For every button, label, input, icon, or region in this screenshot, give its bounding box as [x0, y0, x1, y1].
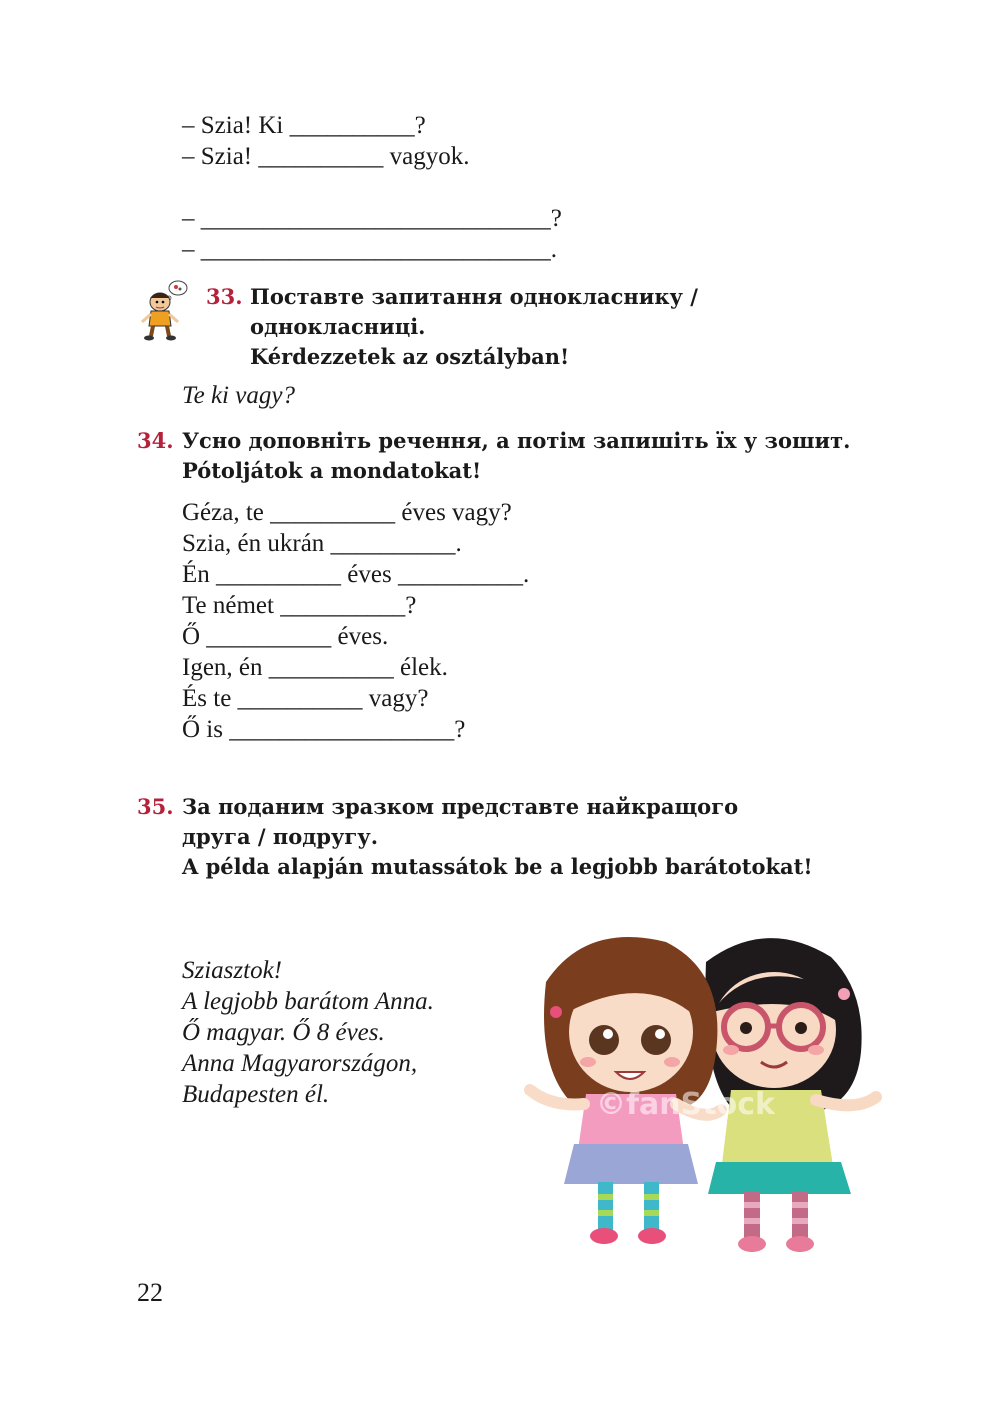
two-girls-illustration: [516, 922, 900, 1268]
task-33-line-3: Kérdezzetek az osztályban!: [250, 344, 570, 369]
task-34-sentence-6: Igen, én __________ élek.: [182, 654, 448, 681]
task-35-number: 35.: [137, 794, 174, 819]
task-34-sentence-1: Géza, te __________ éves vagy?: [182, 499, 512, 526]
task-33-instruction: [250, 282, 698, 372]
task-34-instruction: [182, 426, 850, 486]
page-number: 22: [137, 1278, 163, 1307]
task-33-number: 33.: [206, 284, 243, 309]
task-34-line-2: Pótoljátok a mondatokat!: [182, 458, 482, 483]
sample-line-5: Budapesten él.: [182, 1081, 330, 1108]
watermark-text: ©fanStock: [596, 1087, 775, 1122]
task-34-sentence-8: Ő is __________________?: [182, 716, 466, 743]
task-34-sentence-7: És te __________ vagy?: [182, 685, 429, 712]
sample-line-1: Sziasztok!: [182, 957, 282, 984]
task-35-instruction: [182, 792, 813, 882]
task-34-sentence-3: Én __________ éves __________.: [182, 561, 530, 588]
sample-line-2: A legjobb barátom Anna.: [182, 988, 434, 1015]
task-35-line-3: A példa alapján mutassátok be a legjobb barátotokat!: [182, 854, 813, 879]
sample-line-3: Ő magyar. Ő 8 éves.: [182, 1019, 385, 1046]
task-34-sentence-5: Ő __________ éves.: [182, 623, 389, 650]
task-34-number: 34.: [137, 428, 174, 453]
task-35-line-2: друга / подругу.: [182, 824, 379, 849]
dialogue-line-3: – ____________________________?: [182, 205, 562, 232]
task-34-sentence-2: Szia, én ukrán __________.: [182, 530, 462, 557]
dialogue-line-2: – Szia! __________ vagyok.: [182, 143, 470, 170]
dialogue-line-1: – Szia! Ki __________?: [182, 112, 426, 139]
task-33-example: Te ki vagy?: [182, 382, 295, 409]
task-33-line-2: однокласниці.: [250, 314, 426, 339]
task-33-line-1: Поставте запитання однокласнику /: [250, 284, 698, 309]
dialogue-line-4: – ____________________________.: [182, 236, 557, 263]
task-34-sentence-4: Te német __________?: [182, 592, 417, 619]
task-34-line-1: Усно доповніть речення, а потім запишіть їх у зошит.: [182, 428, 851, 453]
sample-line-4: Anna Magyarországon,: [182, 1050, 418, 1077]
task-35-line-1: За поданим зразком представте найкращого: [182, 794, 739, 819]
boy-thinking-icon: [138, 278, 194, 342]
